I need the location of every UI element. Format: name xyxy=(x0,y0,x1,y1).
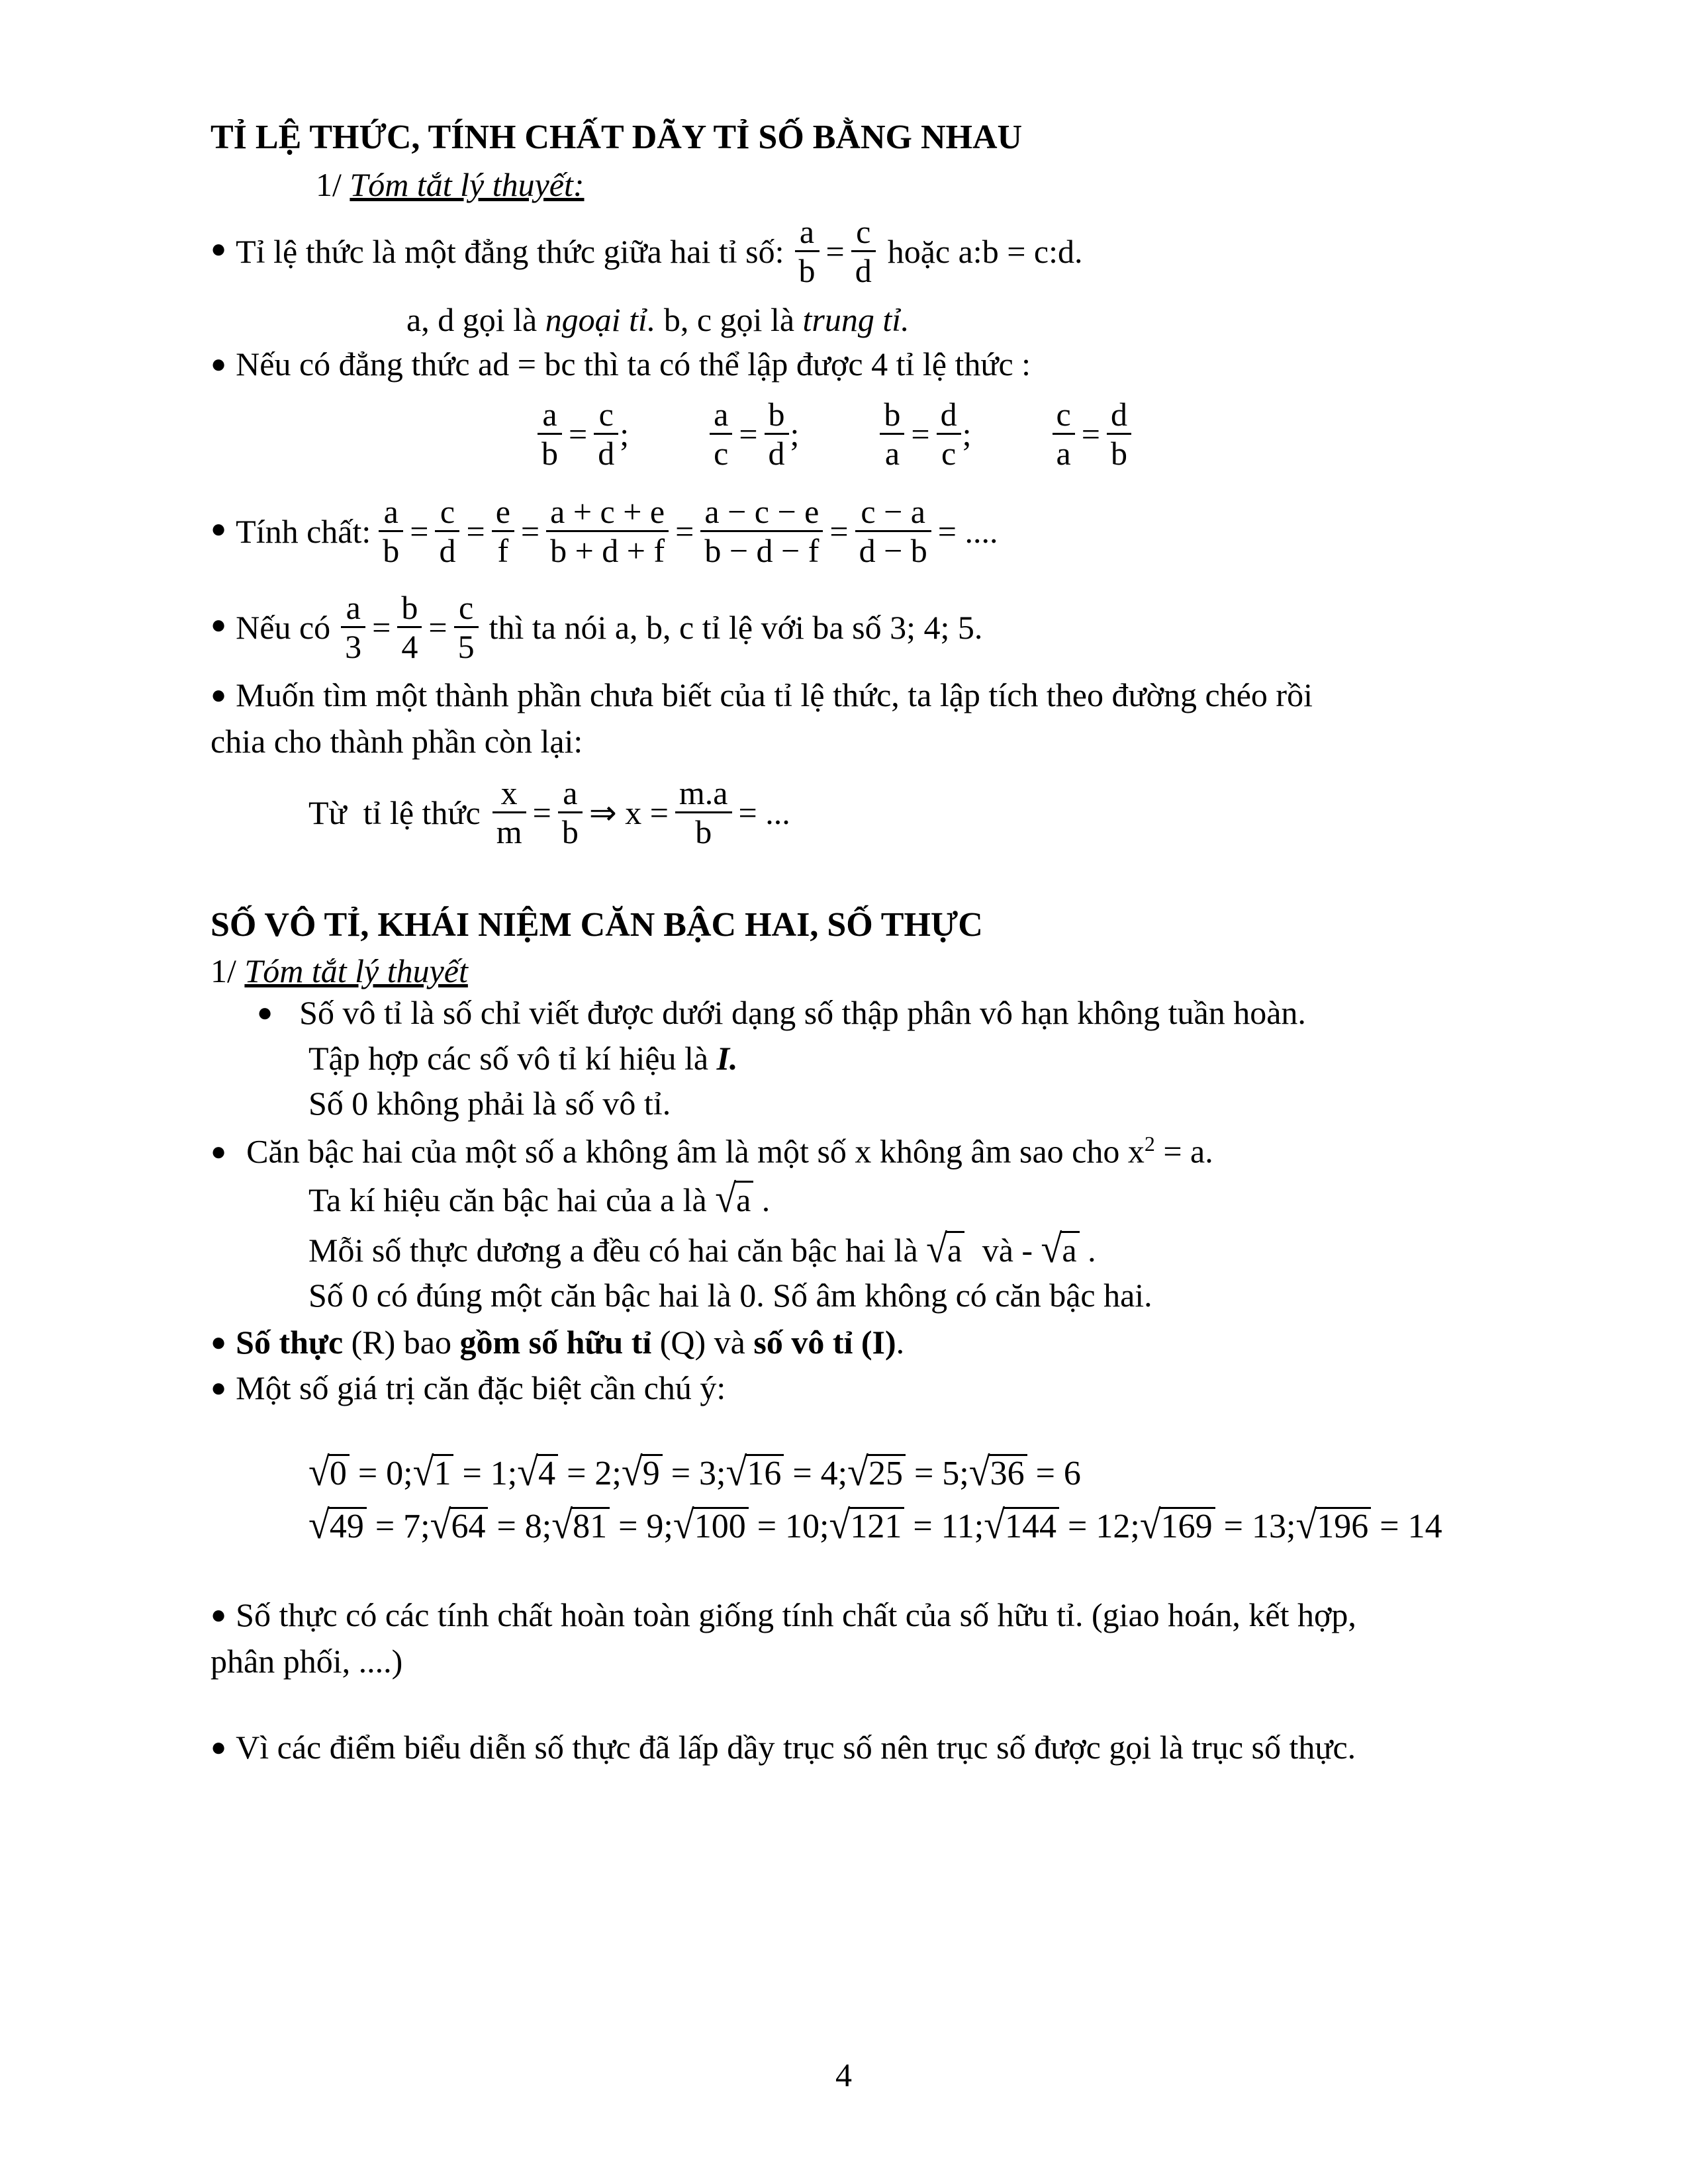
text: chia cho thành phần còn lại: xyxy=(211,723,583,760)
irrational-symbol: I. xyxy=(716,1040,738,1077)
root-value: 1 xyxy=(490,1455,508,1492)
root-value: 12 xyxy=(1096,1508,1131,1545)
bullet-find-unknown xyxy=(211,678,1313,711)
root-value: 13 xyxy=(1252,1508,1286,1545)
root-value: 4 xyxy=(820,1455,838,1492)
text: a, d gọi là xyxy=(406,301,538,338)
text: thì ta nói a, b, c tỉ lệ với ba số 3; 4; 5. xyxy=(489,608,983,646)
term-ngoai-ti: ngoại tỉ. xyxy=(545,301,656,338)
text: Nếu có đẳng thức ad = bc thì ta có thể lập được 4 tỉ lệ thức : xyxy=(236,345,1031,383)
sqrt-equation: √100 = 10; xyxy=(673,1502,829,1547)
bullet-real-numbers: ● Số thực (R) bao gồm số hữu tỉ (Q) và số vô tỉ (I). xyxy=(211,1324,905,1361)
cross-multiply-formula: Từ tỉ lệ thức $\frac{x}{m}$ = $\frac{a}{b}$ ⇒ x = $\frac{m.a}{b}$ = ... xyxy=(308,774,790,850)
sqrt-equation: √4 = 2; xyxy=(517,1449,622,1494)
root-value: 8 xyxy=(524,1508,542,1545)
bullet-icon: ● xyxy=(211,1136,227,1166)
radicand: 100 xyxy=(693,1507,749,1545)
bullet-real-properties xyxy=(211,1598,1356,1631)
bullet-icon: ● xyxy=(211,513,227,543)
exponent: 2 xyxy=(1144,1132,1155,1156)
bullet-icon: ● xyxy=(211,1327,227,1357)
text: (R) bao xyxy=(351,1324,451,1361)
sqrt-equation: √25 = 5; xyxy=(847,1449,969,1494)
fraction-a-b: $\frac{a}{b}$ xyxy=(795,213,820,289)
text: = a. xyxy=(1163,1132,1213,1170)
root-value: 10 xyxy=(785,1508,820,1545)
root-value: 2 xyxy=(594,1455,612,1492)
radicand: 81 xyxy=(571,1507,610,1545)
term-so-huu-ti: gồm số hữu tỉ xyxy=(459,1324,652,1361)
sqrt-equation: √0 = 0; xyxy=(308,1449,413,1494)
text: Muốn tìm một thành phần chưa biết của tỉ lệ thức, ta lập tích theo đường chéo rồi xyxy=(236,676,1313,713)
text: Vì các điểm biểu diễn số thực đã lấp dầy trục số nên trục số được gọi là trục số thực. xyxy=(236,1729,1356,1766)
text: và - xyxy=(982,1232,1033,1269)
bullet-property: ● Tính chất: $\frac{a}{b}$ = $\frac{c}{d}$ = $\frac{e}{f}$ = $\frac{a + c + e}{b + d + f}$ = $\frac{a - c - e}{b - d - f}$ = $\frac{c - a}{d - b}$ = .... xyxy=(211,493,998,569)
text: Nếu có xyxy=(236,608,331,646)
text: Ta kí hiệu căn bậc hai của a là xyxy=(308,1181,707,1218)
text: Mỗi số thực dương a đều có hai căn bậc hai là xyxy=(308,1232,918,1269)
radicand: 4 xyxy=(537,1454,558,1492)
text: Số 0 có đúng một căn bậc hai là 0. Số âm không có căn bậc hai. xyxy=(308,1277,1152,1314)
root-value: 14 xyxy=(1407,1508,1442,1545)
root-value: 7 xyxy=(403,1508,421,1545)
sqrt-equation: √144 = 12; xyxy=(984,1502,1140,1547)
sqrt-equation: √64 = 8; xyxy=(430,1502,552,1547)
bullet-irrational xyxy=(257,996,1306,1029)
sqrt-equation: √1 = 1; xyxy=(412,1449,518,1494)
root-value: 0 xyxy=(386,1455,404,1492)
subtitle-text: Tóm tắt lý thuyết xyxy=(244,952,468,989)
property-tail: = .... xyxy=(937,512,998,550)
radicand: 196 xyxy=(1315,1507,1371,1545)
fraction-c-d: $\frac{c}{d}$ xyxy=(851,213,876,289)
four-proportions-formulas: $\frac{a}{b}$ = $\frac{c}{d}$ ; $\frac{a}{c}$ = $\frac{b}{d}$ ; $\frac{b}{a}$ = $\frac{d}{c}$ ; $\frac{c}{a}$ = $\frac{d}{b}$ xyxy=(536,396,1133,472)
root-value: 5 xyxy=(942,1455,960,1492)
bullet-icon: ● xyxy=(211,349,227,379)
text: (Q) và xyxy=(659,1324,745,1361)
text: b, c gọi là xyxy=(663,301,795,338)
radicand: 1 xyxy=(432,1454,453,1492)
bullet-icon: ● xyxy=(211,1732,227,1762)
root-value: 9 xyxy=(646,1508,664,1545)
text: Số thực có các tính chất hoàn toàn giống tính chất của số hữu tỉ. (giao hoán, kết hợp, xyxy=(236,1596,1356,1633)
bullet-icon: ● xyxy=(211,233,227,263)
text: Từ tỉ lệ thức xyxy=(308,794,481,831)
bullet-special-values xyxy=(211,1371,726,1404)
subtitle-number: 1/ xyxy=(211,952,236,989)
radicand: 169 xyxy=(1160,1507,1215,1545)
extremes-means-line xyxy=(406,303,910,336)
bullet-four-proportions xyxy=(211,347,1031,381)
section1-title: TỈ LỆ THỨC, TÍNH CHẤT DÃY TỈ SỐ BẰNG NHAU xyxy=(211,118,1023,156)
sqrt-equation: √81 = 9; xyxy=(551,1502,673,1547)
sqrt-equation: √49 = 7; xyxy=(308,1502,430,1547)
term-trung-ti: trung tỉ. xyxy=(802,301,910,338)
formula-tail: = ... xyxy=(738,794,790,831)
property-label: Tính chất: xyxy=(236,512,371,550)
term-so-thuc: Số thực xyxy=(236,1324,344,1361)
bullet-definition: ● Tỉ lệ thức là một đẳng thức giữa hai tỉ số: $\frac{a}{b}$ = $\frac{c}{d}$ hoặc a:b = c:d. xyxy=(211,213,1083,289)
two-roots-line: Mỗi số thực dương a đều có hai căn bậc hai là √a và - √a . xyxy=(308,1226,1096,1271)
sqrt-values-row-1 xyxy=(308,1449,1081,1494)
root-value: 11 xyxy=(941,1508,974,1545)
subtitle-number: 1/ xyxy=(316,166,342,203)
sqrt-equation: √36 = 6 xyxy=(968,1449,1081,1494)
text: Số vô tỉ là số chỉ viết được dưới dạng số thập phân vô hạn không tuần hoàn. xyxy=(299,994,1306,1031)
subtitle-text: Tóm tắt lý thuyết: xyxy=(350,166,585,203)
bullet-icon: ● xyxy=(211,609,227,639)
bullet-icon: ● xyxy=(211,1600,227,1629)
text: Số 0 không phải là số vô tỉ. xyxy=(308,1085,671,1122)
sqrt-equation: √16 = 4; xyxy=(726,1449,848,1494)
definition-tail: hoặc a:b = c:d. xyxy=(887,232,1083,270)
sqrt-equation: √121 = 11; xyxy=(829,1502,984,1547)
text: phân phối, ....) xyxy=(211,1643,403,1680)
radicand: 0 xyxy=(328,1454,350,1492)
radicand: 64 xyxy=(449,1507,488,1545)
definition-text: Tỉ lệ thức là một đẳng thức giữa hai tỉ số: xyxy=(236,232,784,270)
sqrt-equation: √9 = 3; xyxy=(621,1449,726,1494)
page-number: 4 xyxy=(835,2056,852,2093)
bullet-proportional: ● Nếu có $\frac{a}{3}$ = $\frac{b}{4}$ = $\frac{c}{5}$ thì ta nói a, b, c tỉ lệ với ba số 3; 4; 5. xyxy=(211,589,983,665)
sqrt-values-row-2 xyxy=(308,1502,1442,1547)
radicand: 36 xyxy=(989,1454,1027,1492)
text: Một số giá trị căn đặc biệt cần chú ý: xyxy=(236,1369,726,1406)
sqrt-equation: √196 = 14 xyxy=(1295,1502,1442,1547)
section2-title: SỐ VÔ TỈ, KHÁI NIỆM CĂN BẬC HAI, SỐ THỰC xyxy=(211,906,983,944)
radicand: 25 xyxy=(867,1454,906,1492)
bullet-icon: ● xyxy=(257,997,273,1027)
root-value: 6 xyxy=(1063,1455,1081,1492)
irrational-set-line xyxy=(308,1042,738,1075)
radicand: 49 xyxy=(328,1507,367,1545)
bullet-real-axis xyxy=(211,1731,1356,1764)
text: Tập hợp các số vô tỉ kí hiệu là xyxy=(308,1040,709,1077)
text: Căn bậc hai của một số a không âm là một số x không âm sao cho x xyxy=(246,1132,1145,1170)
root-value: 3 xyxy=(699,1455,717,1492)
bullet-icon: ● xyxy=(211,680,227,709)
radicand: 121 xyxy=(849,1507,904,1545)
bullet-icon: ● xyxy=(211,1373,227,1402)
radicand: 144 xyxy=(1004,1507,1059,1545)
radicand: 16 xyxy=(745,1454,784,1492)
sqrt-notation-line: Ta kí hiệu căn bậc hai của a là √a . xyxy=(308,1175,771,1221)
bullet-square-root xyxy=(211,1133,1213,1168)
section1-subtitle xyxy=(316,168,585,201)
sqrt-equation: √169 = 13; xyxy=(1139,1502,1296,1547)
term-so-vo-ti: số vô tỉ (I) xyxy=(753,1324,896,1361)
section2-subtitle xyxy=(211,954,468,987)
radicand: 9 xyxy=(641,1454,663,1492)
